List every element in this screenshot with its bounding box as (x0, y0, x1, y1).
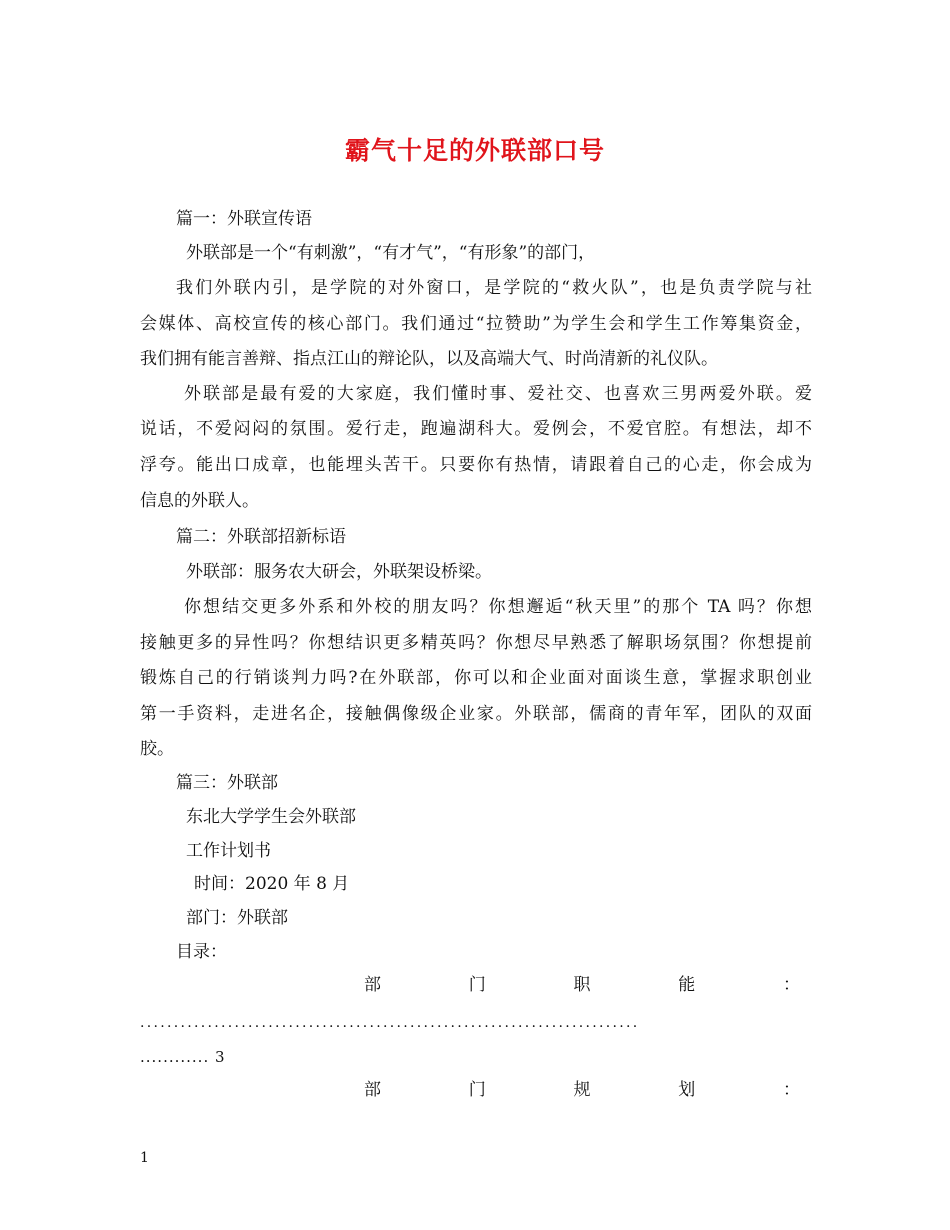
paragraph-line: 你想结交更多外系和外校的朋友吗？你想邂逅“秋天里”的那个 TA 吗？你想 (184, 597, 812, 617)
section-heading: 篇一：外联宣传语 (176, 209, 312, 229)
paragraph-line: 第一手资料，走进名企，接触偶像级企业家。外联部，儒商的青年军，团队的双面 (140, 704, 812, 724)
paragraph-line: 浮夸。能出口成章，也能埋头苦干。只要你有热情，请跟着自己的心走，你会成为 (140, 455, 812, 475)
plan-date: 时间：2020 年 8 月 (194, 874, 350, 894)
document-type: 工作计划书 (186, 841, 271, 861)
paragraph-line: 信息的外联人。 (140, 491, 259, 511)
section-heading: 篇二：外联部招新标语 (176, 527, 346, 547)
toc-entry-1-page: ............ 3 (140, 1048, 226, 1066)
toc-entry-1 (364, 974, 800, 996)
paragraph-line: 会媒体、高校宣传的核心部门。我们通过“拉赞助”为学生会和学生工作筹集资金， (140, 314, 812, 334)
department: 部门：外联部 (186, 908, 288, 928)
toc-char: ： (783, 975, 800, 995)
toc-char: 门 (468, 1080, 486, 1100)
toc-char: 门 (468, 975, 486, 995)
paragraph-line: 外联部是一个“有刺激”，“有才气”，“有形象”的部门， (186, 243, 596, 263)
section-heading: 篇三：外联部 (176, 773, 278, 793)
toc-char: 划 (678, 1080, 696, 1100)
paragraph-line: 接触更多的异性吗？你想结识更多精英吗？你想尽早熟悉了解职场氛围？你想提前 (140, 633, 812, 653)
paragraph-line: 锻炼自己的行销谈判力吗?在外联部，你可以和企业面对面谈生意，掌握求职创业 (140, 668, 812, 688)
toc-char: ： (783, 1080, 800, 1100)
paragraph-line: 外联部是最有爱的大家庭，我们懂时事、爱社交、也喜欢三男两爱外联。爱 (184, 384, 812, 404)
toc-char: 规 (573, 1080, 591, 1100)
toc-char: 部 (364, 975, 381, 995)
document-title: 霸气十足的外联部口号 (344, 136, 605, 165)
paragraph-line: 说话，不爱闷闷的氛围。爱行走，跑遍湖科大。爱例会，不爱官腔。有想法，却不 (140, 419, 812, 439)
paragraph-line: 我们拥有能言善辩、指点江山的辩论队，以及高端大气、时尚清新的礼仪队。 (140, 349, 718, 369)
paragraph-line: 外联部：服务农大研会，外联架设桥梁。 (186, 562, 492, 582)
paragraph-line: 胶。 (140, 739, 174, 759)
toc-char: 部 (364, 1080, 381, 1100)
toc-entry-2 (364, 1079, 800, 1101)
organization-name: 东北大学学生会外联部 (186, 807, 356, 827)
paragraph-line: 我们外联内引，是学院的对外窗口，是学院的“救火队”，也是负责学院与社 (176, 278, 812, 298)
page-number: 1 (140, 1150, 149, 1166)
toc-char: 职 (573, 975, 591, 995)
toc-label: 目录： (176, 942, 227, 962)
toc-char: 能 (678, 975, 696, 995)
toc-leader-dots: .......................................................................... (140, 1015, 640, 1031)
